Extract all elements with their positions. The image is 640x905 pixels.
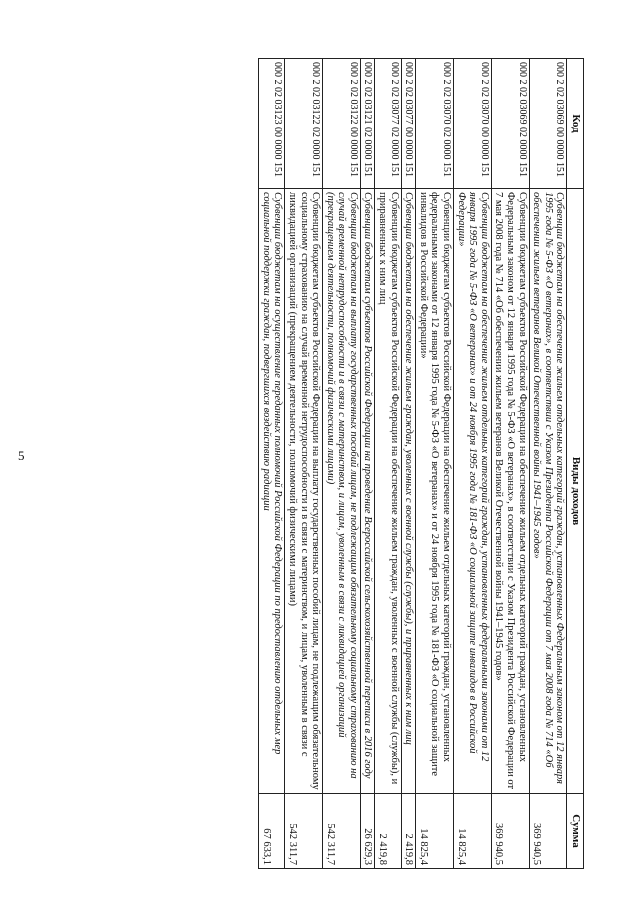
table-row <box>401 59 416 869</box>
row-amount: 26 629,3 <box>360 794 375 869</box>
row-amount: 14 825,4 <box>454 794 492 869</box>
table-body <box>259 59 567 869</box>
row-description: Субвенции бюджетам субъектов Российской Федерации на выплату государственных пособий лицам, не подлежащим обязательному социальному страхованию на случай временной нетрудоспособности и в связи с материнством, и лицам, уволенным в связи с ликвидацией организаций (прекращением деятельности, полномочий физическими лицами) <box>285 189 323 794</box>
row-description: Субвенции бюджетам субъектов Российской Федерации на обеспечение жильем граждан, уволенных с военной службы (службы), и приравненных к ним лиц <box>375 189 401 794</box>
row-description: Субвенции бюджетам субъектов Российской Федерации на обеспечение жильем отдельных категорий граждан, установленных федеральными законами от 12 января 1995 года № 5-ФЗ «О ветеранах» и от 24 ноября 1995 года № 181-ФЗ «О социальной защите инвалидов в Российской Федерации» <box>416 189 454 794</box>
table-header-row <box>567 59 584 869</box>
rotated-page-content <box>64 58 584 868</box>
row-code: 000 2 02 03077 00 0000 151 <box>401 59 416 189</box>
row-description: Субвенции бюджетам субъектов Российской Федерации на проведение Всероссийской сельскохозяйственной переписи в 2016 году <box>360 189 375 794</box>
revenue-table <box>258 58 584 869</box>
row-amount: 542 311,7 <box>323 794 361 869</box>
row-amount: 369 940,5 <box>491 794 529 869</box>
table-row <box>529 59 567 869</box>
row-code: 000 2 02 03122 02 0000 151 <box>285 59 323 189</box>
row-amount: 14 825,4 <box>416 794 454 869</box>
page-number: 5 <box>18 448 25 463</box>
row-description: Субвенции бюджетам на обеспечение жильем граждан, уволенных с военной службы (службы), и приравненных к ним лиц <box>401 189 416 794</box>
row-description: Субвенции бюджетам на выплату государственных пособий лицам, не подлежащим обязательному социальному страхованию на случай временной нетрудоспособности и в связи с материнством, и лицам, уволенным в связи с ликвидацией организаций (прекращением деятельности, полномочий физическими лицами) <box>323 189 361 794</box>
row-code: 000 2 02 03121 02 0000 151 <box>360 59 375 189</box>
row-amount: 369 940,5 <box>529 794 567 869</box>
row-amount: 67 633,1 <box>259 794 285 869</box>
row-code: 000 2 02 03077 02 0000 151 <box>375 59 401 189</box>
table-row <box>285 59 323 869</box>
table-row <box>416 59 454 869</box>
table-row <box>259 59 285 869</box>
table-row <box>454 59 492 869</box>
row-description: Субвенции бюджетам на обеспечение жильем отдельных категорий граждан, установленных федеральными законами от 12 января 1995 года № 5-ФЗ «О ветеранах» и от 24 ноября 1995 года № 181-ФЗ «О социальной защите инвалидов в Российской Федерации» <box>454 189 492 794</box>
table-row <box>491 59 529 869</box>
row-code: 000 2 02 03122 00 0000 151 <box>323 59 361 189</box>
row-code: 000 2 02 03070 02 0000 151 <box>416 59 454 189</box>
row-code: 000 2 02 03069 00 0000 151 <box>529 59 567 189</box>
table-row <box>375 59 401 869</box>
header-revenue-type: Виды доходов <box>567 189 584 794</box>
row-description: Субвенции бюджетам субъектов Российской Федерации на обеспечение жильем отдельных категорий граждан, установленных Федеральным законом от 12 января 1995 года № 5-ФЗ «О ветеранах», в соответствии с Указом Президента Российской Федерации от 7 мая 2008 года № 714 «Об обеспечении жильем ветеранов Великой Отечественной войны 1941–1945 годов» <box>491 189 529 794</box>
row-code: 000 2 02 03070 00 0000 151 <box>454 59 492 189</box>
row-amount: 2 419,8 <box>375 794 401 869</box>
row-amount: 2 419,8 <box>401 794 416 869</box>
table-row <box>360 59 375 869</box>
row-description: Субвенции бюджетам на осуществление переданных полномочий Российской Федерации по предоставлению отдельных мер социальной поддержки граждан, подвергшихся воздействию радиации <box>259 189 285 794</box>
row-amount: 542 311,7 <box>285 794 323 869</box>
header-amount: Сумма <box>567 794 584 869</box>
table-row <box>323 59 361 869</box>
header-code: Код <box>567 59 584 189</box>
row-code: 000 2 02 03069 02 0000 151 <box>491 59 529 189</box>
row-description: Субвенции бюджетам на обеспечение жильем отдельных категорий граждан, установленных Федеральным законом от 12 января 1995 года № 5-ФЗ «О ветеранах», в соответствии с Указом Президента Российской Федерации от 7 мая 2008 года № 714 «Об обеспечении жильем ветеранов Великой Отечественной войны 1941–1945 годов» <box>529 189 567 794</box>
row-code: 000 2 02 03123 00 0000 151 <box>259 59 285 189</box>
